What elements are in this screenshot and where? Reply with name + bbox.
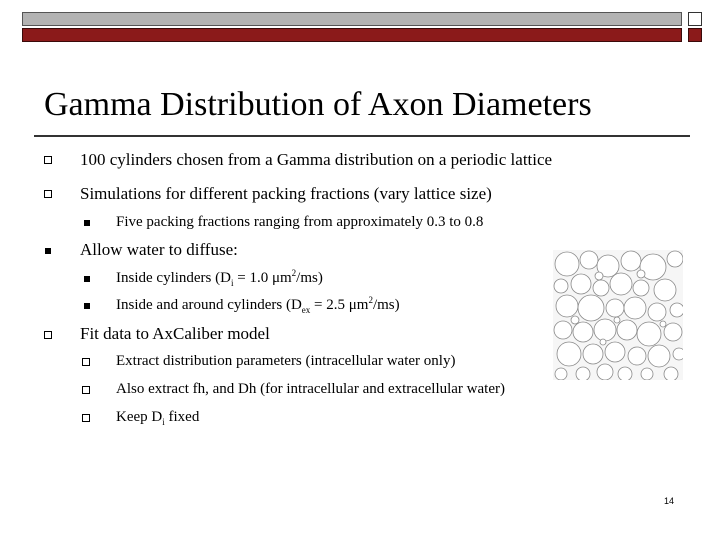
filled-square-bullet-icon [84,303,90,309]
header-red-bar [22,28,682,42]
bullet-packing-fractions: Five packing fractions ranging from approximately 0.3 to 0.8 [116,214,484,230]
bullet-simulations: Simulations for different packing fractions (vary lattice size) [80,184,492,203]
header-gray-square [688,12,702,26]
filled-square-bullet-icon [45,248,51,254]
bullet-allow-water: Allow water to diffuse: [80,240,238,259]
header-red-square [688,28,702,42]
bullet-cylinders: 100 cylinders chosen from a Gamma distribution on a periodic lattice [80,150,553,169]
packed-cylinders-image [553,250,683,380]
bullet-extract-fh-dh: Also extract fh, and Dh (for intracellular and extracellular water) [116,381,505,397]
slide-title: Gamma Distribution of Axon Diameters [44,86,592,123]
page-number: 14 [664,496,675,506]
bullet-inside-around-cylinders: Inside and around cylinders ($D_{ex} = 2.5$ $\mu m^2/ms$) [116,295,400,315]
filled-square-bullet-icon [84,276,90,282]
bullet-extract-parameters: Extract distribution parameters (intracellular water only) [116,353,456,369]
hollow-square-bullet-icon [44,331,52,339]
filled-square-bullet-icon [84,220,90,226]
hollow-square-bullet-icon [82,386,90,394]
bullet-inside-cylinders: Inside cylinders ($D_i = 1.0$ $\mu m^2/ms$) [116,268,323,288]
hollow-square-bullet-icon [82,414,90,422]
title-divider [34,135,690,137]
hollow-square-bullet-icon [82,358,90,366]
hollow-square-bullet-icon [44,156,52,164]
bullet-keep-di: Keep $D_i$ fixed [116,409,200,427]
hollow-square-bullet-icon [44,190,52,198]
header-gray-bar [22,12,682,26]
bullet-fit-data: Fit data to AxCaliber model [80,324,270,343]
